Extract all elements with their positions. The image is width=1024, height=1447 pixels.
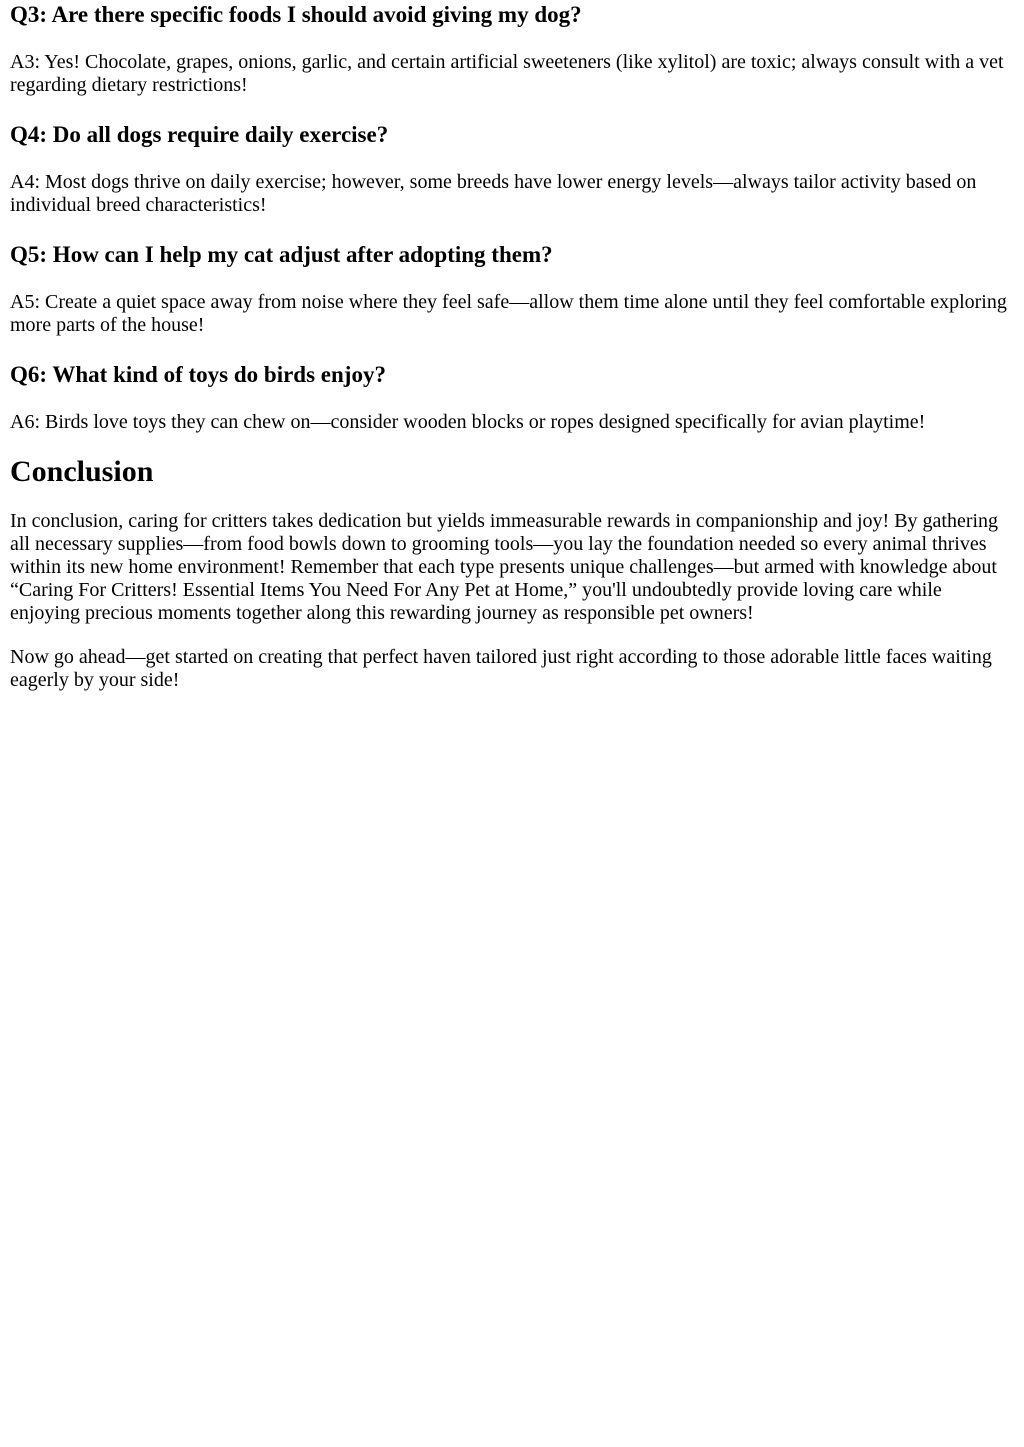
faq-question-5: Q5: How can I help my cat adjust after adopting them? [10, 242, 553, 267]
faq-answer-5: A5: Create a quiet space away from noise where they feel safe—allow them time alone until they feel comfortable exploring more parts of the house! [10, 291, 1007, 336]
conclusion-heading: Conclusion [10, 455, 154, 488]
conclusion-paragraph-2: Now go ahead—get started on creating that perfect haven tailored just right according to those adorable little faces waiting eagerly by your side! [10, 646, 992, 691]
conclusion-paragraph-1: In conclusion, caring for critters takes dedication but yields immeasurable rewards in companionship and joy! By gathering all necessary supplies—from food bowls down to grooming tools—you lay the foundation needed so every animal thrives within its new home environment! Remember that each type presents unique challenges—but armed with knowledge about “Caring For Critters! Essential Items You Need For Any Pet at Home,” you'll undoubtedly provide loving care while enjoying precious moments together along this rewarding journey as responsible pet owners! [10, 510, 999, 624]
faq-answer-3: A3: Yes! Chocolate, grapes, onions, garlic, and certain artificial sweeteners (like xylitol) are toxic; always consult with a vet regarding dietary restrictions! [10, 51, 1004, 96]
article-content [0, 1, 1024, 692]
faq-question-6: Q6: What kind of toys do birds enjoy? [10, 362, 386, 387]
faq-question-4: Q4: Do all dogs require daily exercise? [10, 122, 389, 147]
faq-question-3: Q3: Are there specific foods I should avoid giving my dog? [10, 2, 582, 27]
faq-answer-4: A4: Most dogs thrive on daily exercise; however, some breeds have lower energy levels—always tailor activity based on individual breed characteristics! [10, 171, 977, 216]
faq-answer-6: A6: Birds love toys they can chew on—consider wooden blocks or ropes designed specifically for avian playtime! [10, 411, 926, 433]
